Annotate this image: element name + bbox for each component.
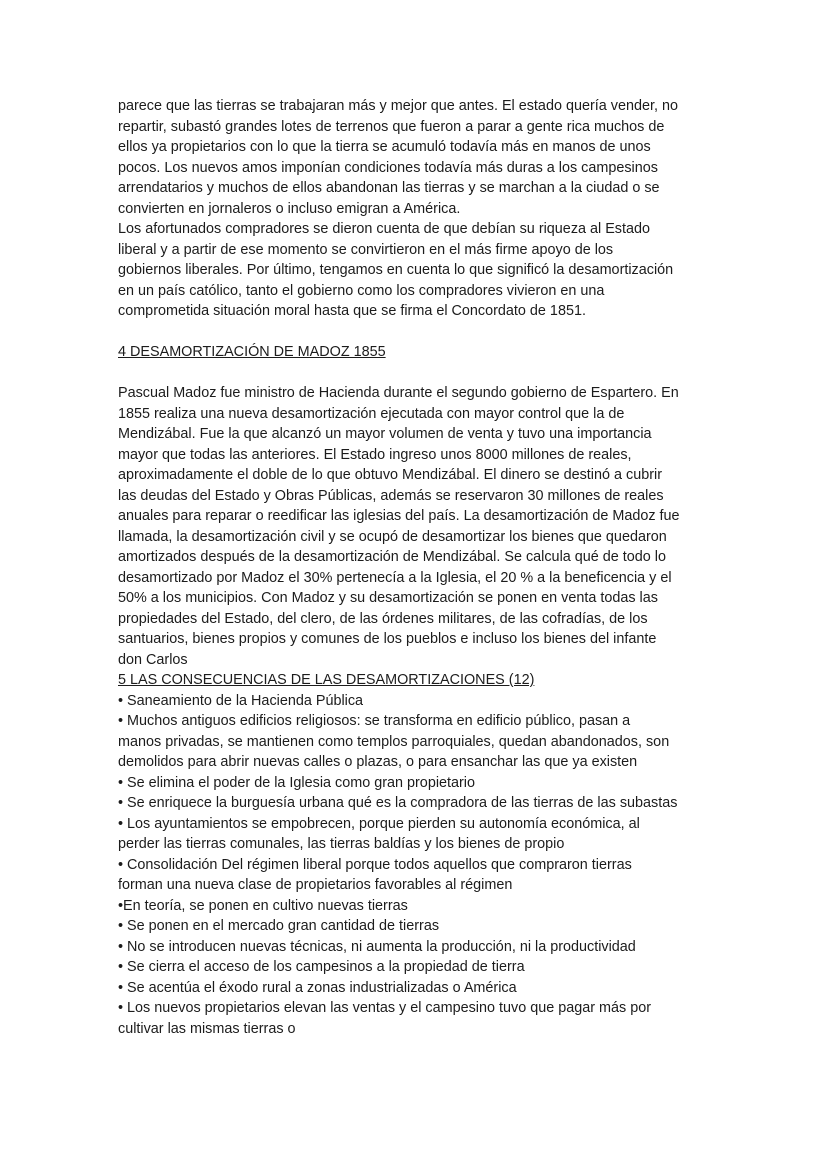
list-item	[118, 691, 718, 712]
list-item	[118, 896, 718, 917]
text-line: demolidos para abrir nuevas calles o plazas, o para ensanchar las que ya existen	[118, 754, 638, 770]
text-line: las deudas del Estado y Obras Públicas, además se reservaron 30 millones de reales	[118, 487, 664, 504]
text-line: propiedades del Estado, del clero, de las órdenes militares, de las cofradías, de los	[118, 610, 648, 627]
text-line: • Los nuevos propietarios elevan las ventas y el campesino tuvo que pagar más por	[118, 1000, 652, 1016]
text-line: Los afortunados compradores se dieron cuenta de que debían su riqueza al Estado	[118, 221, 651, 237]
text-line: parece que las tierras se trabajaran más y mejor que antes. El estado quería vender, no	[118, 98, 678, 114]
list-item	[118, 711, 718, 773]
text-line: gobiernos liberales. Por último, tengamos en cuenta lo que significó la desamortización	[118, 262, 674, 278]
paragraph-1	[118, 96, 718, 219]
text-line: cultivar las mismas tierras o	[118, 1020, 296, 1037]
text-line: arrendatarios y muchos de ellos abandonan las tierras y se marchan a la ciudad o se	[118, 180, 660, 196]
text-line: liberal y a partir de ese momento se convirtieron en el más firme apoyo de los	[118, 241, 614, 258]
text-line: convierten en jornaleros o incluso emigran a América.	[118, 200, 461, 217]
document-body	[118, 96, 718, 1039]
text-line: manos privadas, se mantienen como templos parroquiales, quedan abandonados, son	[118, 733, 670, 750]
text-line: desamortizado por Madoz el 30% pertenecía a la Iglesia, el 20 % a la beneficencia y el	[118, 569, 672, 586]
text-line: • Se acentúa el éxodo rural a zonas industrializadas o América	[118, 979, 517, 996]
paragraph-3	[118, 383, 718, 670]
text-line: ellos ya propietarios con lo que la tierra se acumuló todavía más en manos de unos	[118, 139, 651, 155]
text-line: • No se introducen nuevas técnicas, ni aumenta la producción, ni la productividad	[118, 938, 636, 955]
text-line: • Se cierra el acceso de los campesinos a la propiedad de tierra	[118, 959, 525, 975]
text-line: 1855 realiza una nueva desamortización ejecutada con mayor control que la de	[118, 405, 625, 422]
text-line: en un país católico, tanto el gobierno como los compradores vivieron en una	[118, 282, 605, 299]
section-heading-madoz: 4 DESAMORTIZACIÓN DE MADOZ 1855	[118, 344, 386, 360]
text-line: santuarios, bienes propios y comunes de los pueblos e incluso los bienes del infante	[118, 631, 657, 647]
text-line: • Se enriquece la burguesía urbana qué es la compradora de las tierras de las subastas	[118, 795, 678, 811]
list-item	[118, 855, 718, 896]
section-heading-consequences: 5 LAS CONSECUENCIAS DE LAS DESAMORTIZACIONES (12)	[118, 672, 535, 688]
list-item	[118, 916, 718, 937]
text-line: anuales para reparar o reedificar las iglesias del país. La desamortización de Madoz fue	[118, 508, 680, 524]
text-line: aproximadamente el doble de lo que obtuvo Mendizábal. El dinero se destinó a cubrir	[118, 467, 662, 483]
list-item	[118, 978, 718, 999]
spacer	[118, 363, 718, 384]
text-line: 50% a los municipios. Con Madoz y su desamortización se ponen en venta todas las	[118, 590, 658, 606]
consequences-list	[118, 691, 718, 1040]
text-line: •En teoría, se ponen en cultivo nuevas tierras	[118, 897, 408, 914]
text-line: llamada, la desamortización civil y se ocupó de desamortizar los bienes que quedaron	[118, 528, 667, 545]
list-item	[118, 998, 718, 1039]
spacer	[118, 322, 718, 343]
text-line: don Carlos	[118, 651, 188, 668]
text-line: amortizados después de la desamortización de Mendizábal. Se calcula qué de todo lo	[118, 549, 666, 565]
list-item	[118, 814, 718, 855]
paragraph-2	[118, 219, 718, 322]
text-line: • Los ayuntamientos se empobrecen, porque pierden su autonomía económica, al	[118, 815, 640, 832]
text-line: Pascual Madoz fue ministro de Hacienda durante el segundo gobierno de Espartero. En	[118, 385, 679, 401]
list-item	[118, 957, 718, 978]
text-line: perder las tierras comunales, las tierras baldías y los bienes de propio	[118, 836, 565, 852]
text-line: comprometida situación moral hasta que se firma el Concordato de 1851.	[118, 303, 586, 319]
text-line: forman una nueva clase de propietarios favorables al régimen	[118, 877, 513, 893]
text-line: • Consolidación Del régimen liberal porque todos aquellos que compraron tierras	[118, 856, 632, 873]
list-item	[118, 937, 718, 958]
text-line: pocos. Los nuevos amos imponían condiciones todavía más duras a los campesinos	[118, 159, 658, 176]
text-line: mayor que todas las anteriores. El Estado ingreso unos 8000 millones de reales,	[118, 446, 632, 463]
list-item	[118, 793, 718, 814]
text-line: • Muchos antiguos edificios religiosos: se transforma en edificio público, pasan a	[118, 713, 631, 729]
text-line: • Saneamiento de la Hacienda Pública	[118, 692, 364, 709]
text-line: • Se elimina el poder de la Iglesia como gran propietario	[118, 774, 476, 791]
text-line: Mendizábal. Fue la que alcanzó un mayor volumen de venta y tuvo una importancia	[118, 426, 652, 442]
text-line: • Se ponen en el mercado gran cantidad de tierras	[118, 918, 440, 934]
text-line: repartir, subastó grandes lotes de terrenos que fueron a parar a gente rica muchos de	[118, 118, 665, 135]
list-item	[118, 773, 718, 794]
